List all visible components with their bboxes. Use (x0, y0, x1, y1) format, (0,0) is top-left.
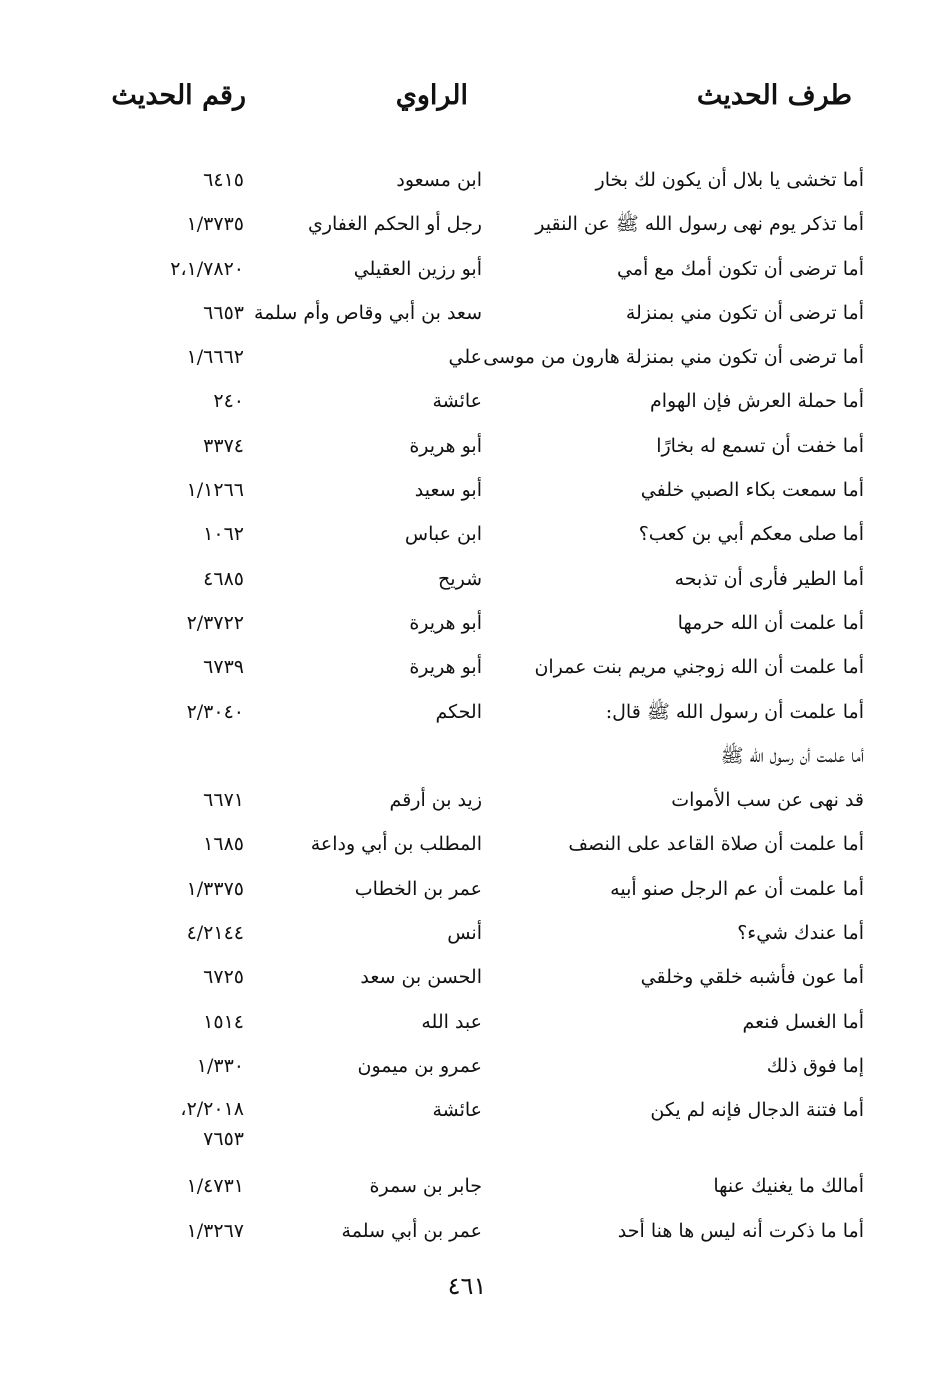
hadith-number: ١/٣٣٠ (196, 1054, 244, 1077)
table-row (0, 424, 934, 468)
rawi-name: أبو هريرة (409, 434, 482, 457)
hadith-text: أما الطير فأرى أن تذبحه (674, 567, 864, 590)
table-row (0, 158, 934, 202)
rawi-name: جابر بن سمرة (369, 1175, 482, 1198)
rawi-name: ابن عباس (404, 523, 482, 546)
table-row (0, 690, 934, 734)
hadith-text: أما علمت أن الله حرمها (677, 611, 864, 634)
rawi-name: أبو هريرة (409, 656, 482, 679)
hadith-number (104, 1088, 244, 1154)
hadith-number-line-1: ٢/٢٠١٨، (180, 1098, 244, 1121)
rawi-name: عمر بن الخطاب (354, 877, 482, 900)
rawi-name: أبو هريرة (409, 611, 482, 634)
table-row (0, 955, 934, 999)
hadith-text: أما ترضى أن تكون أمك مع أمي (616, 257, 864, 280)
hadith-number: ٢/٣٠٤٠ (186, 700, 244, 723)
rawi-name: زيد بن أرقم (389, 789, 482, 812)
hadith-text: أما ترضى أن تكون مني بمنزلة هارون من موسى (483, 346, 864, 369)
table-row (0, 911, 934, 955)
table-row (0, 867, 934, 911)
hadith-text: أما تخشى يا بلال أن يكون لك بخار (595, 169, 864, 191)
hadith-text: أما ما ذكرت أنه ليس ها هنا أحد (617, 1219, 864, 1242)
hadith-number: ٤/٢١٤٤ (186, 922, 244, 945)
table-row (0, 1044, 934, 1088)
table-row (0, 1209, 934, 1253)
hadith-number: ١٠٦٢ (203, 523, 244, 546)
rawi-name: علي (448, 346, 482, 369)
hadith-index-table (0, 158, 934, 1253)
hadith-column-header: طرف الحديث (696, 80, 852, 111)
rawi-name: عائشة (432, 390, 482, 413)
rawi-name: عمرو بن ميمون (357, 1054, 482, 1077)
hadith-number: ٦٦٧١ (203, 789, 244, 812)
hadith-text: أما عندك شيء؟ (737, 922, 864, 945)
hadith-number: ٦٧٢٥ (203, 966, 244, 989)
table-row (0, 291, 934, 335)
hadith-number: ١/٦٦٦٢ (186, 346, 244, 369)
hadith-number: ٢،١/٧٨٢٠ (170, 257, 244, 280)
rawi-name: شريح (438, 567, 482, 590)
hadith-number: ٢/٣٧٢٢ (186, 611, 244, 634)
rawi-name: عائشة (432, 1099, 482, 1122)
table-row (0, 601, 934, 645)
table-row (0, 468, 934, 512)
hadith-text: قد نهى عن سب الأموات (671, 789, 864, 812)
hadith-text: أما حملة العرش فإن الهوام (649, 390, 864, 413)
table-row (0, 778, 934, 822)
hadith-number: ١/٤٧٣١ (186, 1175, 244, 1198)
hadith-number: ١/٣٢٦٧ (186, 1219, 244, 1242)
rawi-name: سعد بن أبي وقاص وأم سلمة (253, 301, 482, 324)
page-number: ٤٦١ (447, 1272, 487, 1300)
hadith-text: أما عون فأشبه خلقي وخلقي (640, 966, 864, 989)
hadith-number: ٢٤٠ (213, 390, 244, 413)
hadith-number: ٦٦٥٣ (203, 301, 244, 324)
hadith-text: أما ترضى أن تكون مني بمنزلة (625, 301, 864, 324)
rawi-name: ابن مسعود (396, 169, 482, 191)
table-row (0, 557, 934, 601)
hadith-number: ٦٧٣٩ (203, 656, 244, 679)
hadith-number: ١/١٢٦٦ (186, 479, 244, 502)
hadith-text: أما خفت أن تسمع له بخارًا (656, 434, 864, 457)
rawi-name: المطلب بن أبي وداعة (310, 833, 482, 856)
hadith-text: أمالك ما يغنيك عنها (713, 1175, 864, 1198)
rawi-name: عبد الله (421, 1010, 482, 1033)
hadith-number: ٦٤١٥ (203, 169, 244, 191)
number-column-header: رقم الحديث (111, 80, 246, 111)
table-row (0, 734, 934, 778)
hadith-text: أما علمت أن عم الرجل صنو أبيه (610, 877, 864, 900)
rawi-name: أنس (447, 922, 482, 945)
hadith-text: أما صلى معكم أبي بن كعب؟ (638, 523, 864, 546)
hadith-text: أما الغسل فنعم (742, 1010, 864, 1033)
hadith-text: أما تذكر يوم نهى رسول الله ﷺ عن النقير (535, 213, 864, 236)
hadith-number: ١/٣٣٧٥ (186, 877, 244, 900)
hadith-text: أما علمت أن صلاة القاعد على النصف (568, 833, 864, 856)
rawi-name: رجل أو الحكم الغفاري (307, 213, 482, 236)
table-header (0, 80, 934, 130)
hadith-number-line-2: ٧٦٥٣ (203, 1128, 244, 1151)
rawi-name: أبو رزين العقيلي (353, 257, 482, 280)
table-row (0, 1000, 934, 1044)
table-row (0, 1164, 934, 1208)
hadith-number: ١/٣٧٣٥ (186, 213, 244, 236)
table-row (0, 247, 934, 291)
hadith-text: أما علمت أن الله زوجني مريم بنت عمران (534, 656, 864, 679)
rawi-name: الحسن بن سعد (360, 966, 482, 989)
table-row (0, 512, 934, 556)
hadith-text: أما سمعت بكاء الصبي خلفي (640, 479, 864, 502)
hadith-number: ٣٣٧٤ (203, 434, 244, 457)
hadith-text: أما فتنة الدجال فإنه لم يكن (650, 1099, 864, 1122)
rawi-name: عمر بن أبي سلمة (341, 1219, 482, 1242)
hadith-number: ٤٦٨٥ (203, 567, 244, 590)
table-row (0, 645, 934, 689)
table-row (0, 335, 934, 379)
rawi-name: أبو سعيد (414, 479, 482, 502)
table-row (0, 822, 934, 866)
table-row (0, 379, 934, 423)
rawi-name: الحكم (435, 700, 482, 723)
hadith-text: إما فوق ذلك (766, 1054, 864, 1077)
hadith-number: ١٥١٤ (203, 1010, 244, 1033)
hadith-text: أما علمت أن رسول الله ﷺ (720, 744, 864, 767)
hadith-text: أما علمت أن رسول الله ﷺ قال: (605, 700, 864, 723)
table-row (0, 202, 934, 246)
hadith-number: ١٦٨٥ (203, 833, 244, 856)
rawi-column-header: الراوي (395, 80, 468, 111)
table-row (0, 1088, 934, 1164)
